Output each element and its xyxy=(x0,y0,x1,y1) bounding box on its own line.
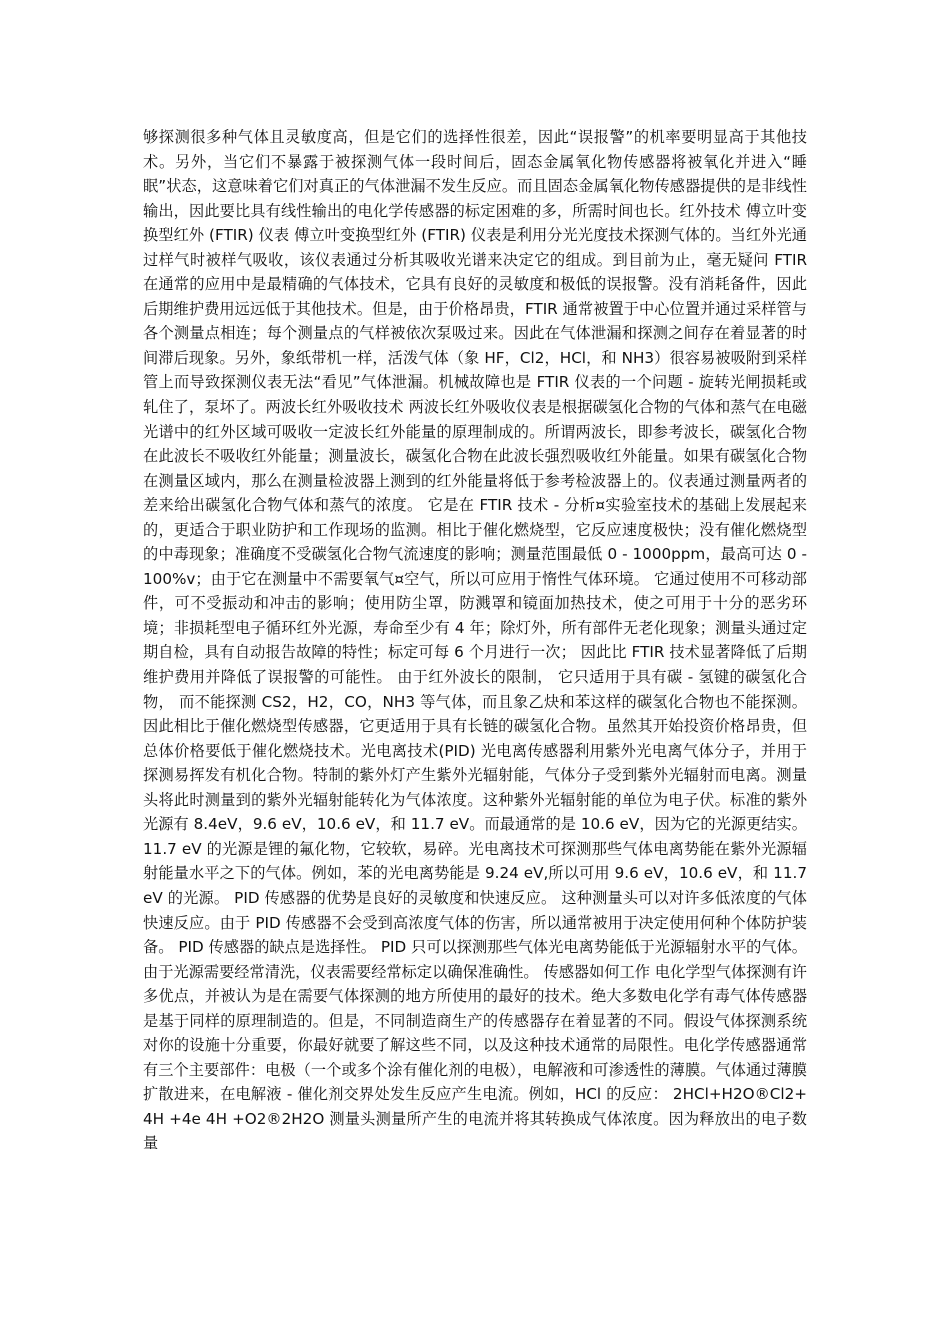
body-text-block xyxy=(143,125,807,1156)
body-paragraph: 够探测很多种气体且灵敏度高，但是它们的选择性很差，因此“误报警”的机率要明显高于其他技术。另外，当它们不暴露于被探测气体一段时间后，固态金属氧化物传感器将被氧化并进入“睡眠”状态，这意味着它们对真正的气体泄漏不发生反应。而且固态金属氧化物传感器提供的是非线性输出，因此要比具有线性输出的电化学传感器的标定困难的多，所需时间也长。红外技术 傅立叶变换型红外 (FTIR) 仪表 傅立叶变换型红外 (FTIR) 仪表是利用分光光度技术探测气体的。当红外光通过样气时被样气吸收，该仪表通过分析其吸收光谱来决定它的组成。到目前为止，毫无疑问 FTIR 在通常的应用中是最精确的气体技术，它具有良好的灵敏度和极低的误报警。没有消耗备件，因此后期维护费用远远低于其他技术。但是，由于价格昂贵，FTIR 通常被置于中心位置并通过采样管与各个测量点相连；每个测量点的气样被依次泵吸过来。因此在气体泄漏和探测之间存在着显著的时间滞后现象。另外，象纸带机一样，活泼气体（象 HF，Cl2，HCl，和 NH3）很容易被吸附到采样管上而导致探测仪表无法“看见”气体泄漏。机械故障也是 FTIR 仪表的一个问题 - 旋转光闸损耗或轧住了，泵坏了。两波长红外吸收技术 两波长红外吸收仪表是根据碳氢化合物的气体和蒸气在电磁光谱中的红外区域可吸收一定波长红外能量的原理制成的。所谓两波长，即参考波长，碳氢化合物在此波长不吸收红外能量；测量波长，碳氢化合物在此波长强烈吸收红外能量。如果有碳氢化合物在测量区域内，那么在测量检波器上测到的红外能量将低于参考检波器上的。仪表通过测量两者的差来给出碳氢化合物气体和蒸气的浓度。 它是在 FTIR 技术 - 分析¤实验室技术的基础上发展起来的，更适合于职业防护和工作现场的监测。相比于催化燃烧型，它反应速度极快；没有催化燃烧型的中毒现象；准确度不受碳氢化合物气流速度的影响；测量范围最低 0 - 1000ppm，最高可达 0 -100%v；由于它在测量中不需要氧气¤空气，所以可应用于惰性气体环境。 它通过使用不可移动部件，可不受振动和冲击的影响；使用防尘罩，防溅罩和镜面加热技术，使之可用于十分的恶劣环境；非损耗型电子循环红外光源，寿命至少有 4 年；除灯外，所有部件无老化现象；测量头通过定期自检，具有自动报告故障的特性；标定可每 6 个月进行一次； 因此比 FTIR 技术显著降低了后期维护费用并降低了误报警的可能性。 由于红外波长的限制， 它只适用于具有碳 - 氢键的碳氢化合物， 而不能探测 CS2，H2，CO，NH3 等气体，而且象乙炔和苯这样的碳氢化合物也不能探测。因此相比于催化燃烧型传感器，它更适用于具有长链的碳氢化合物。虽然其开始投资价格昂贵，但总体价格要低于催化燃烧技术。光电离技术(PID) 光电离传感器利用紫外光电离气体分子，并用于探测易挥发有机化合物。特制的紫外灯产生紫外光辐射能，气体分子受到紫外光辐射而电离。测量头将此时测量到的紫外光辐射能转化为气体浓度。这种紫外光辐射能的单位为电子伏。标准的紫外光源有 8.4eV，9.6 eV，10.6 eV，和 11.7 eV。而最通常的是 10.6 eV，因为它的光源更结实。11.7 eV 的光源是锂的氟化物，它较软，易碎。光电离技术可探测那些气体电离势能在紫外光源辐射能量水平之下的气体。例如，苯的光电离势能是 9.24 eV,所以可用 9.6 eV，10.6 eV，和 11.7 eV 的光源。 PID 传感器的优势是良好的灵敏度和快速反应。 这种测量头可以对许多低浓度的气体快速反应。由于 PID 传感器不会受到高浓度气体的伤害，所以通常被用于决定使用何种个体防护装备。 PID 传感器的缺点是选择性。 PID 只可以探测那些气体光电离势能低于光源辐射水平的气体。由于光源需要经常清洗，仪表需要经常标定以确保准确性。 传感器如何工作 电化学型气体探测有许多优点，并被认为是在需要气体探测的地方所使用的最好的技术。绝大多数电化学有毒气体传感器是基于同样的原理制造的。但是，不同制造商生产的传感器存在着显著的不同。假设气体探测系统对你的设施十分重要，你最好就要了解这些不同，以及这种技术通常的局限性。电化学传感器通常有三个主要部件：电极（一个或多个涂有催化剂的电极），电解液和可渗透性的薄膜。气体通过薄膜扩散进来，在电解液 - 催化剂交界处发生反应产生电流。例如，HCl 的反应： 2HCl+H2O®Cl2+4H +4e 4H +O2®2H2O 测量头测量所产生的电流并将其转换成气体浓度。因为释放出的电子数量 xyxy=(143,128,807,1153)
